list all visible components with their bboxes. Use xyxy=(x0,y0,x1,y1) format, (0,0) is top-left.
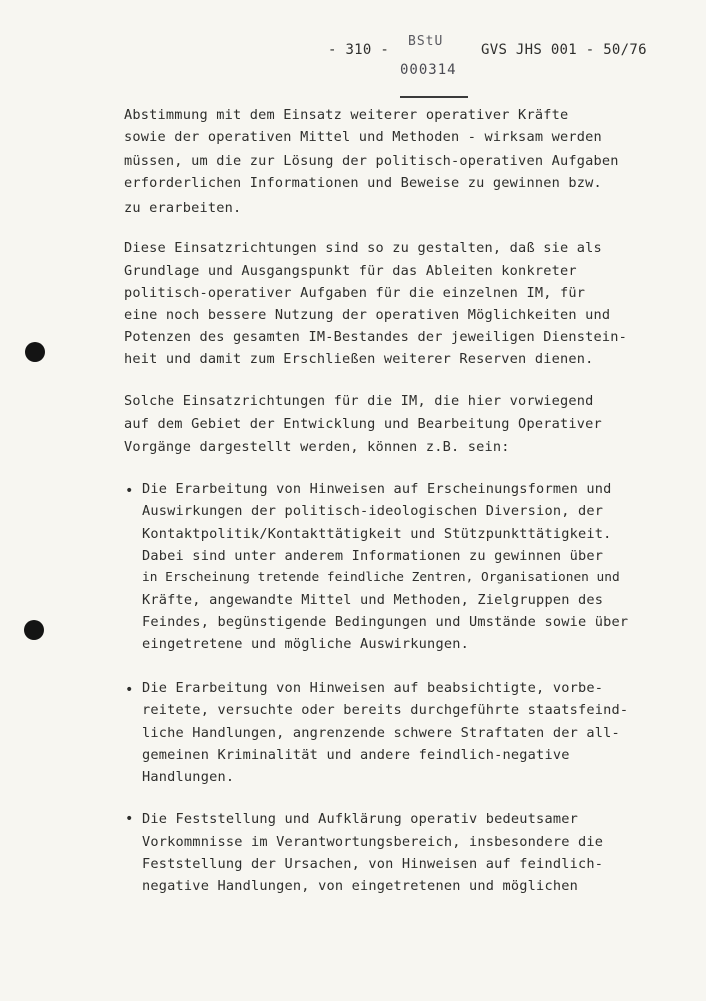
text-line: eine noch bessere Nutzung der operativen Möglichkeiten und xyxy=(124,307,611,323)
text-line: Diese Einsatzrichtungen sind so zu gestalten, daß sie als xyxy=(124,240,602,256)
text-line: Auswirkungen der politisch-ideologischen Diversion, der xyxy=(142,503,604,519)
text-line: Die Erarbeitung von Hinweisen auf beabsichtigte, vorbe- xyxy=(142,680,604,696)
text-line: Vorkommnisse im Verantwortungsbereich, insbesondere die xyxy=(142,834,604,850)
punch-hole-bottom xyxy=(24,620,44,640)
text-line: heit und damit zum Erschließen weiterer Reserven dienen. xyxy=(124,351,594,367)
bullet-marker: • xyxy=(125,682,134,698)
text-line: Abstimmung mit dem Einsatz weiterer operativer Kräfte xyxy=(124,107,569,123)
text-line: sowie der operativen Mittel und Methoden - wirksam werden xyxy=(124,129,602,145)
text-line: Vorgänge dargestellt werden, können z.B. sein: xyxy=(124,439,510,455)
text-line: politisch-operativer Aufgaben für die einzelnen IM, für xyxy=(124,285,586,301)
text-line: Grundlage und Ausgangspunkt für das Ableiten konkreter xyxy=(124,263,577,279)
text-line: Potenzen des gesamten IM-Bestandes der jeweiligen Dienstein- xyxy=(124,329,628,345)
text-line: zu erarbeiten. xyxy=(124,200,242,216)
text-line: Kontaktpolitik/Kontakttätigkeit und Stützpunkttätigkeit. xyxy=(142,526,612,542)
text-line: müssen, um die zur Lösung der politisch-operativen Aufgaben xyxy=(124,153,619,169)
text-line: Die Erarbeitung von Hinweisen auf Erscheinungsformen und xyxy=(142,481,612,497)
page-number: - 310 - xyxy=(328,42,390,58)
archive-number-stamp: 000314 xyxy=(400,62,457,78)
text-line: erforderlichen Informationen und Beweise zu gewinnen bzw. xyxy=(124,175,602,191)
text-line: gemeinen Kriminalität und andere feindlich-negative xyxy=(142,747,570,763)
text-line: liche Handlungen, angrenzende schwere Straftaten der all- xyxy=(142,725,620,741)
text-line: Kräfte, angewandte Mittel und Methoden, Zielgruppen des xyxy=(142,592,604,608)
text-line: auf dem Gebiet der Entwicklung und Bearbeitung Operativer xyxy=(124,416,602,432)
bullet-marker: • xyxy=(125,811,134,827)
header-rule xyxy=(400,96,468,98)
text-line: Dabei sind unter anderem Informationen zu gewinnen über xyxy=(142,548,604,564)
document-reference: GVS JHS 001 - 50/76 xyxy=(481,42,647,58)
text-line: Die Feststellung und Aufklärung operativ bedeutsamer xyxy=(142,811,578,827)
punch-hole-top xyxy=(25,342,45,362)
archive-stamp: BStU xyxy=(408,34,444,49)
text-line: reitete, versuchte oder bereits durchgeführte staatsfeind- xyxy=(142,702,629,718)
bullet-marker: • xyxy=(125,483,134,499)
text-line: in Erscheinung tretende feindliche Zentren, Organisationen und xyxy=(142,570,620,585)
text-line: Solche Einsatzrichtungen für die IM, die hier vorwiegend xyxy=(124,393,594,409)
text-line: Handlungen. xyxy=(142,769,235,785)
text-line: Feststellung der Ursachen, von Hinweisen auf feindlich- xyxy=(142,856,604,872)
text-line: eingetretene und mögliche Auswirkungen. xyxy=(142,636,469,652)
text-line: Feindes, begünstigende Bedingungen und Umstände sowie über xyxy=(142,614,629,630)
text-line: negative Handlungen, von eingetretenen und möglichen xyxy=(142,878,578,894)
